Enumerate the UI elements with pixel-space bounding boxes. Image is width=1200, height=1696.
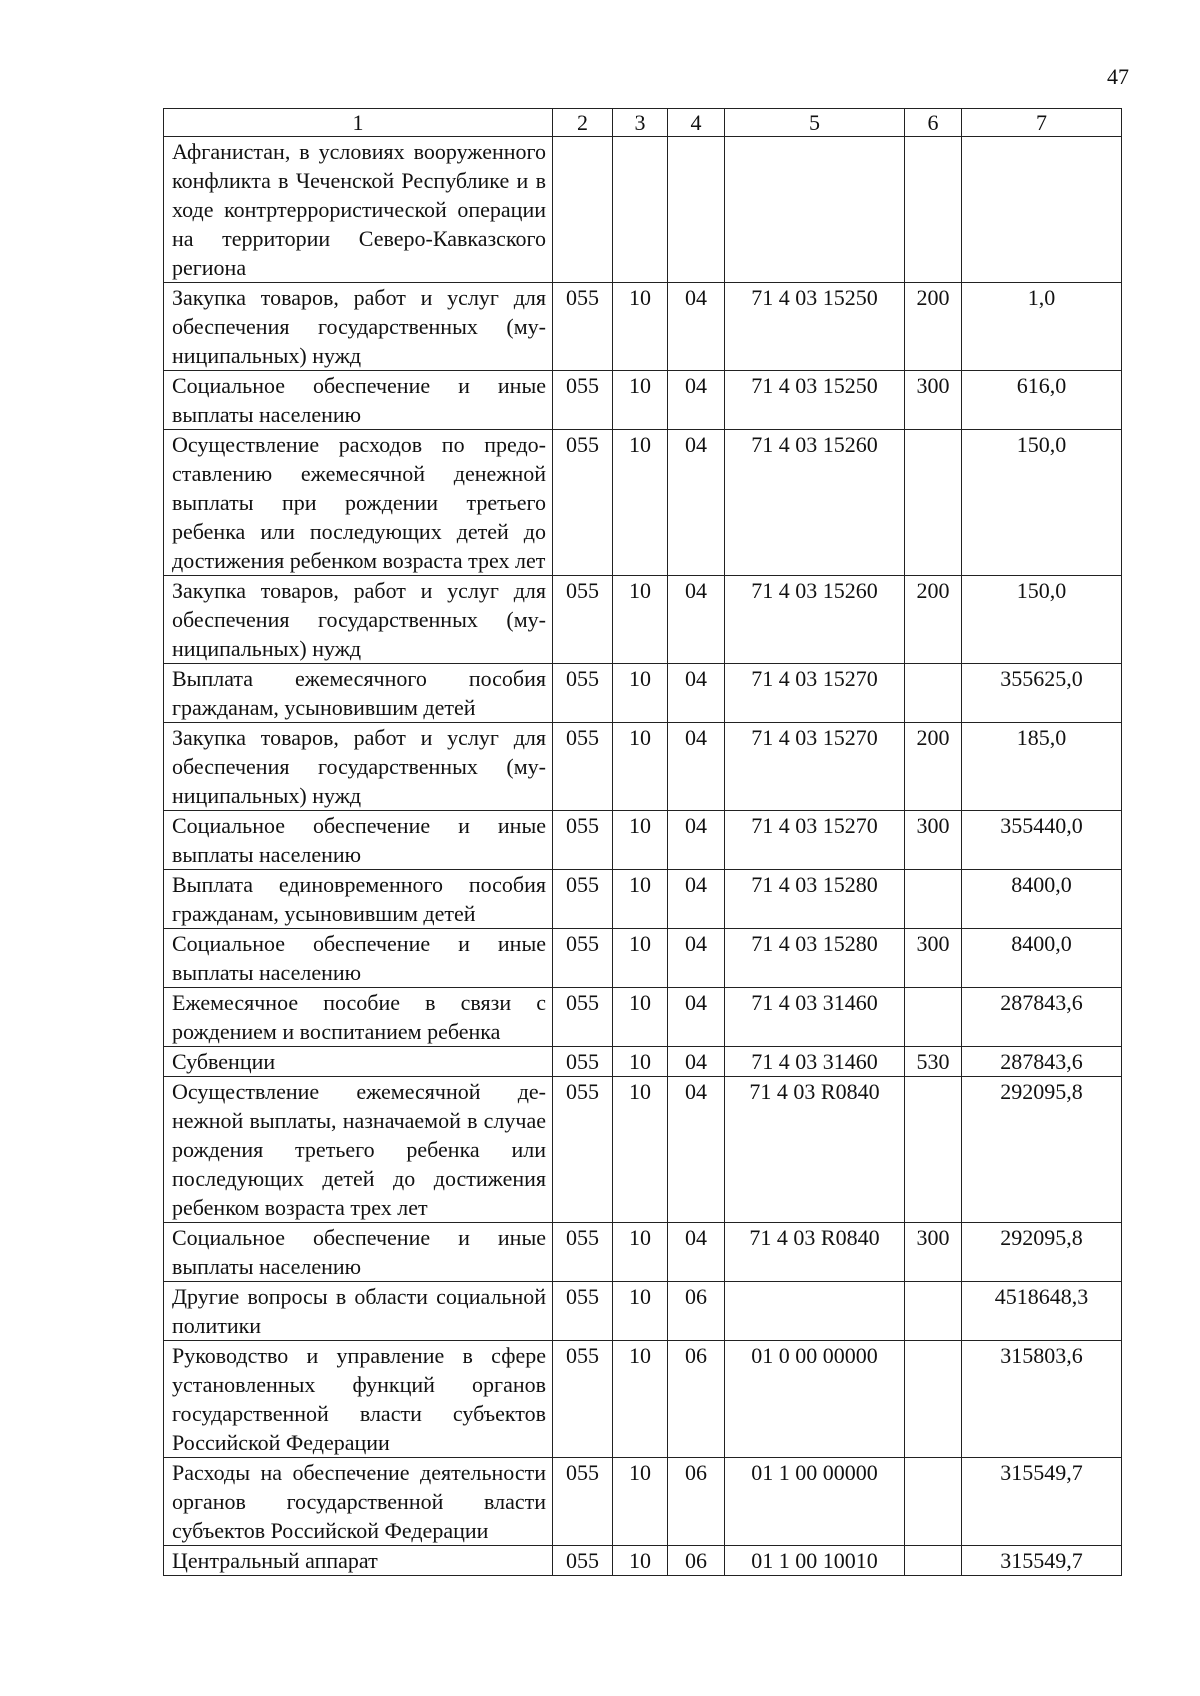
- row-name-cell: Другие вопросы в области социальной политики: [164, 1282, 553, 1341]
- section-cell: 10: [613, 870, 668, 929]
- table-row: [164, 371, 1122, 430]
- expense-type-cell: 300: [905, 929, 962, 988]
- amount-cell: 292095,8: [962, 1223, 1122, 1282]
- expense-type-cell: 300: [905, 811, 962, 870]
- amount-cell: 292095,8: [962, 1077, 1122, 1223]
- admin-code-cell: 055: [553, 1282, 613, 1341]
- admin-code-cell: 055: [553, 929, 613, 988]
- target-article-cell: 01 1 00 00000: [725, 1458, 905, 1546]
- expense-type-cell: 530: [905, 1047, 962, 1077]
- amount-cell: 150,0: [962, 576, 1122, 664]
- subsection-cell: 04: [668, 371, 725, 430]
- target-article-cell: 01 1 00 10010: [725, 1546, 905, 1576]
- section-cell: [613, 137, 668, 283]
- expense-type-cell: 200: [905, 576, 962, 664]
- target-article-cell: 71 4 03 31460: [725, 1047, 905, 1077]
- row-name-cell: Закупка товаров, работ и услуг для обеспечения государственных (муниципальных) нужд: [164, 723, 553, 811]
- admin-code-cell: 055: [553, 988, 613, 1047]
- expense-type-cell: [905, 1282, 962, 1341]
- header-col-5: 5: [725, 109, 905, 137]
- row-name-cell: Закупка товаров, работ и услуг для обеспечения государственных (муниципальных) нужд: [164, 576, 553, 664]
- target-article-cell: 71 4 03 31460: [725, 988, 905, 1047]
- amount-cell: 355440,0: [962, 811, 1122, 870]
- header-col-2: 2: [553, 109, 613, 137]
- table-row: [164, 723, 1122, 811]
- row-name-cell: Социальное обеспечение и иные выплаты населению: [164, 811, 553, 870]
- target-article-cell: 01 0 00 00000: [725, 1341, 905, 1458]
- amount-cell: 315549,7: [962, 1458, 1122, 1546]
- expense-type-cell: [905, 1458, 962, 1546]
- subsection-cell: 04: [668, 1047, 725, 1077]
- expense-type-cell: [905, 430, 962, 576]
- section-cell: 10: [613, 723, 668, 811]
- section-cell: 10: [613, 430, 668, 576]
- admin-code-cell: 055: [553, 1341, 613, 1458]
- table-row: [164, 430, 1122, 576]
- admin-code-cell: 055: [553, 664, 613, 723]
- subsection-cell: 04: [668, 1223, 725, 1282]
- admin-code-cell: 055: [553, 723, 613, 811]
- row-name-cell: Осуществление ежемесячной денежной выплаты, назначаемой в случае рождения третьего ребенка или последующих детей до достижения ребенком возраста трех лет: [164, 1077, 553, 1223]
- subsection-cell: 06: [668, 1458, 725, 1546]
- target-article-cell: 71 4 03 15280: [725, 870, 905, 929]
- amount-cell: 616,0: [962, 371, 1122, 430]
- table-row: [164, 1546, 1122, 1576]
- expense-type-cell: [905, 664, 962, 723]
- section-cell: 10: [613, 1047, 668, 1077]
- expense-type-cell: 200: [905, 283, 962, 371]
- amount-cell: 315803,6: [962, 1341, 1122, 1458]
- section-cell: 10: [613, 1282, 668, 1341]
- table-body: [164, 137, 1122, 1576]
- target-article-cell: 71 4 03 15270: [725, 811, 905, 870]
- section-cell: 10: [613, 371, 668, 430]
- expense-type-cell: [905, 1546, 962, 1576]
- table-row: [164, 1458, 1122, 1546]
- row-name-cell: Ежемесячное пособие в связи с рождением и воспитанием ребенка: [164, 988, 553, 1047]
- amount-cell: 355625,0: [962, 664, 1122, 723]
- expense-type-cell: [905, 1077, 962, 1223]
- table-row: [164, 1077, 1122, 1223]
- amount-cell: 185,0: [962, 723, 1122, 811]
- subsection-cell: 04: [668, 664, 725, 723]
- page-number: 47: [1107, 64, 1129, 89]
- target-article-cell: 71 4 03 15270: [725, 723, 905, 811]
- table-row: [164, 1047, 1122, 1077]
- admin-code-cell: 055: [553, 1077, 613, 1223]
- subsection-cell: 04: [668, 929, 725, 988]
- target-article-cell: 71 4 03 15260: [725, 430, 905, 576]
- subsection-cell: 04: [668, 811, 725, 870]
- expense-type-cell: 300: [905, 371, 962, 430]
- admin-code-cell: 055: [553, 811, 613, 870]
- table-row: [164, 870, 1122, 929]
- expense-type-cell: 300: [905, 1223, 962, 1282]
- header-col-4: 4: [668, 109, 725, 137]
- amount-cell: 8400,0: [962, 870, 1122, 929]
- section-cell: 10: [613, 929, 668, 988]
- header-row: [164, 109, 1122, 137]
- target-article-cell: [725, 1282, 905, 1341]
- table-row: [164, 1223, 1122, 1282]
- section-cell: 10: [613, 283, 668, 371]
- target-article-cell: 71 4 03 15270: [725, 664, 905, 723]
- section-cell: 10: [613, 988, 668, 1047]
- expense-type-cell: [905, 1341, 962, 1458]
- subsection-cell: 04: [668, 430, 725, 576]
- table-header: [164, 109, 1122, 137]
- row-name-cell: Социальное обеспечение и иные выплаты населению: [164, 371, 553, 430]
- amount-cell: [962, 137, 1122, 283]
- section-cell: 10: [613, 811, 668, 870]
- subsection-cell: 04: [668, 283, 725, 371]
- admin-code-cell: 055: [553, 1546, 613, 1576]
- section-cell: 10: [613, 664, 668, 723]
- target-article-cell: 71 4 03 15250: [725, 283, 905, 371]
- target-article-cell: 71 4 03 15280: [725, 929, 905, 988]
- subsection-cell: 04: [668, 988, 725, 1047]
- table-row: [164, 811, 1122, 870]
- amount-cell: 315549,7: [962, 1546, 1122, 1576]
- admin-code-cell: 055: [553, 430, 613, 576]
- section-cell: 10: [613, 576, 668, 664]
- header-col-3: 3: [613, 109, 668, 137]
- section-cell: 10: [613, 1077, 668, 1223]
- subsection-cell: 04: [668, 1077, 725, 1223]
- row-name-cell: Афганистан, в условиях вооруженного конфликта в Чеченской Республике и в ходе контртеррористической операции на территории Северо-Кавказского региона: [164, 137, 553, 283]
- section-cell: 10: [613, 1546, 668, 1576]
- table-row: [164, 137, 1122, 283]
- target-article-cell: 71 4 03 15250: [725, 371, 905, 430]
- target-article-cell: 71 4 03 15260: [725, 576, 905, 664]
- header-col-1: 1: [164, 109, 553, 137]
- admin-code-cell: 055: [553, 1223, 613, 1282]
- header-col-6: 6: [905, 109, 962, 137]
- row-name-cell: Социальное обеспечение и иные выплаты населению: [164, 1223, 553, 1282]
- admin-code-cell: 055: [553, 870, 613, 929]
- table-row: [164, 283, 1122, 371]
- row-name-cell: Закупка товаров, работ и услуг для обеспечения государственных (муниципальных) нужд: [164, 283, 553, 371]
- subsection-cell: 06: [668, 1341, 725, 1458]
- row-name-cell: Расходы на обеспечение деятельности органов государственной власти субъектов Российской Федерации: [164, 1458, 553, 1546]
- amount-cell: 8400,0: [962, 929, 1122, 988]
- row-name-cell: Социальное обеспечение и иные выплаты населению: [164, 929, 553, 988]
- table-row: [164, 929, 1122, 988]
- admin-code-cell: 055: [553, 1047, 613, 1077]
- admin-code-cell: 055: [553, 283, 613, 371]
- table-row: [164, 1341, 1122, 1458]
- row-name-cell: Субвенции: [164, 1047, 553, 1077]
- admin-code-cell: 055: [553, 1458, 613, 1546]
- target-article-cell: [725, 137, 905, 283]
- target-article-cell: 71 4 03 R0840: [725, 1223, 905, 1282]
- budget-table: [163, 108, 1122, 1576]
- amount-cell: 287843,6: [962, 1047, 1122, 1077]
- row-name-cell: Выплата единовременного пособия гражданам, усыновившим детей: [164, 870, 553, 929]
- table-row: [164, 664, 1122, 723]
- row-name-cell: Центральный аппарат: [164, 1546, 553, 1576]
- admin-code-cell: 055: [553, 371, 613, 430]
- subsection-cell: [668, 137, 725, 283]
- target-article-cell: 71 4 03 R0840: [725, 1077, 905, 1223]
- expense-type-cell: [905, 870, 962, 929]
- subsection-cell: 06: [668, 1282, 725, 1341]
- admin-code-cell: 055: [553, 576, 613, 664]
- amount-cell: 1,0: [962, 283, 1122, 371]
- subsection-cell: 04: [668, 723, 725, 811]
- section-cell: 10: [613, 1458, 668, 1546]
- subsection-cell: 04: [668, 576, 725, 664]
- section-cell: 10: [613, 1223, 668, 1282]
- admin-code-cell: [553, 137, 613, 283]
- table-row: [164, 576, 1122, 664]
- amount-cell: 4518648,3: [962, 1282, 1122, 1341]
- row-name-cell: Осуществление расходов по предоставлению ежемесячной денежной выплаты при рождении третьего ребенка или последующих детей до достижения ребенком возраста трех лет: [164, 430, 553, 576]
- amount-cell: 150,0: [962, 430, 1122, 576]
- row-name-cell: Выплата ежемесячного пособия гражданам, усыновившим детей: [164, 664, 553, 723]
- table-row: [164, 988, 1122, 1047]
- subsection-cell: 04: [668, 870, 725, 929]
- table-row: [164, 1282, 1122, 1341]
- expense-type-cell: [905, 988, 962, 1047]
- section-cell: 10: [613, 1341, 668, 1458]
- header-col-7: 7: [962, 109, 1122, 137]
- expense-type-cell: 200: [905, 723, 962, 811]
- expense-type-cell: [905, 137, 962, 283]
- subsection-cell: 06: [668, 1546, 725, 1576]
- row-name-cell: Руководство и управление в сфере установленных функций органов государственной власти субъектов Российской Федерации: [164, 1341, 553, 1458]
- amount-cell: 287843,6: [962, 988, 1122, 1047]
